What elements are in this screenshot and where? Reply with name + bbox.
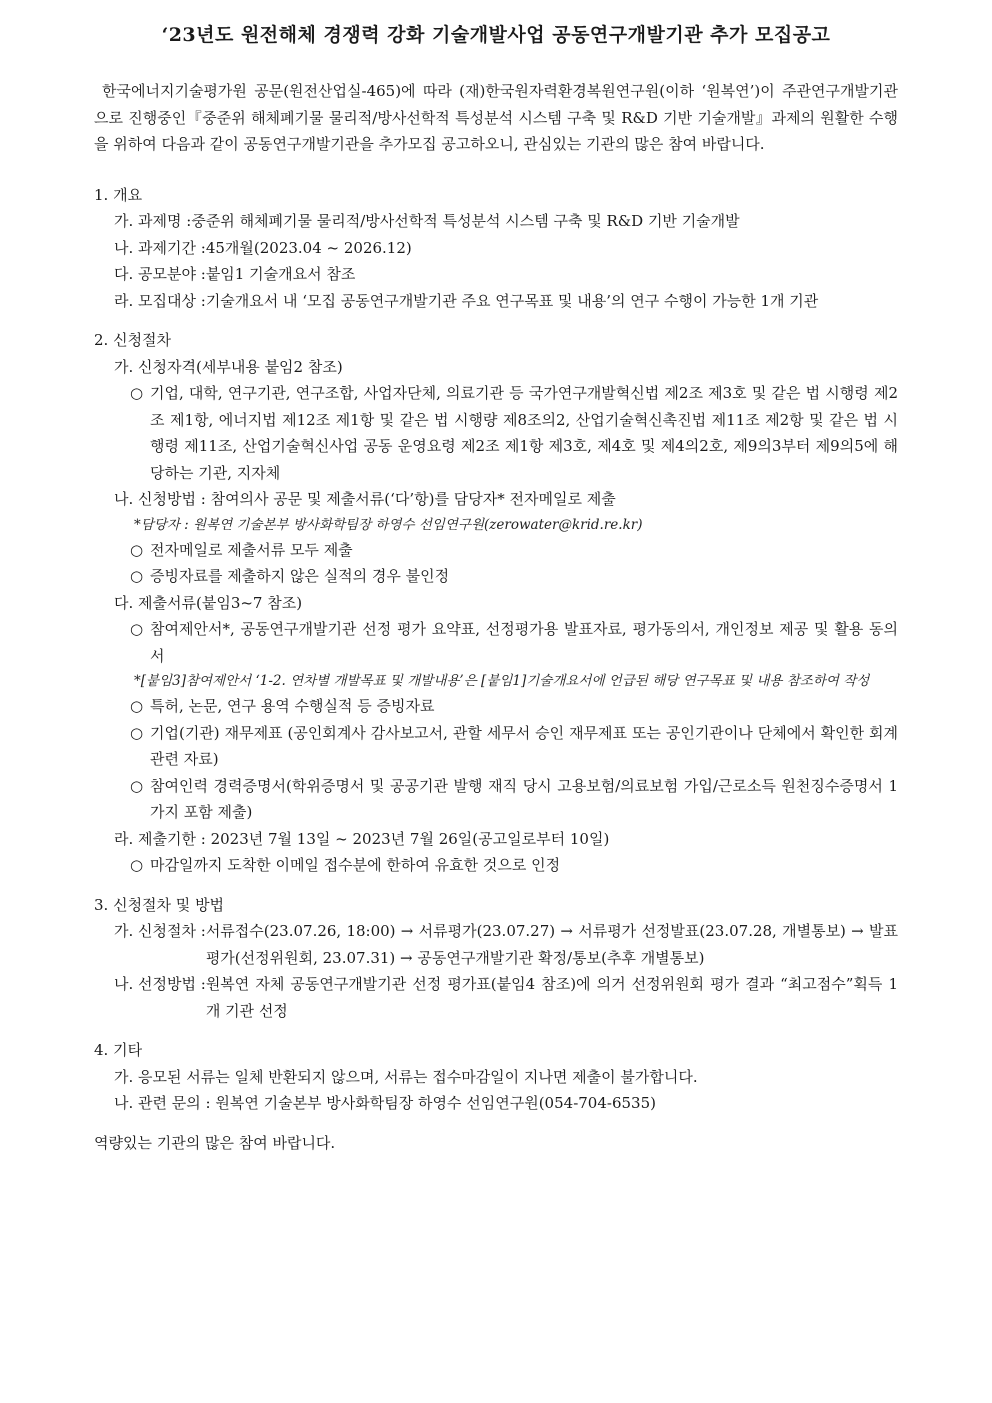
list-item: [94, 720, 898, 773]
intro-paragraph: [94, 78, 898, 158]
item-label: 가. 신청절차 :: [114, 922, 206, 940]
overview-field: [94, 261, 898, 288]
list-item: [94, 693, 898, 720]
bullet-icon: ○: [130, 723, 144, 742]
overview-target: [94, 288, 898, 315]
item-text: 원복연 자체 공동연구개발기관 선정 평가표(붙임4 참조)에 의거 선정위원회 평가 결과 “최고점수”획득 1개 기관 선정: [205, 975, 898, 1020]
bullet-icon: ○: [130, 384, 144, 402]
section-heading: 1. 개요: [94, 185, 143, 204]
list-item: [94, 616, 898, 669]
list-item: [94, 852, 898, 879]
list-item: [94, 380, 898, 486]
bullet-text: 전자메일로 제출서류 모두 제출: [150, 540, 353, 559]
proposal-note: *[붙임3]참여제안서 ‘1-2. 연차별 개발목표 및 개발내용’은 [붙임1]기술개요서에 언급된 해당 연구목표 및 내용 참조하여 작성: [134, 673, 870, 689]
overview-project-name: [94, 208, 898, 235]
item-label: 다. 공모분야 :: [114, 265, 206, 283]
list-item: [94, 773, 898, 826]
item-text: 붙임1 기술개요서 참조: [205, 265, 356, 283]
item-text: 45개월(2023.04 ~ 2026.12): [205, 238, 412, 257]
item-text: 중준위 해체폐기물 물리적/방사선학적 특성분석 시스템 구축 및 R&D 기반 기술개발: [191, 212, 740, 230]
section-procedure: [94, 892, 898, 1025]
contact-info: 나. 관련 문의 : 원복연 기술본부 방사화학팀장 하영수 선임연구원(054-704-6535): [114, 1094, 656, 1112]
list-item: [94, 563, 898, 590]
section-heading: 2. 신청절차: [94, 331, 172, 349]
bullet-icon: ○: [130, 567, 144, 585]
bullet-text: 기업, 대학, 연구기관, 연구조합, 사업자단체, 의료기관 등 국가연구개발혁신법 제2조 제3호 및 같은 법 시행령 제2조 제1항, 에너지법 제12조 제1항 및 같은 법 시행량 제8조의2, 산업기술혁신촉진법 제11조 제2항 및 같은 법 시행령 제11조, 산업기술혁신사업 공동 운영요령 제2조 제1항 제3호, 제4호 및 제4의2호, 제9의3부터 제9의5에 해당하는 기관, 지자체: [150, 384, 898, 482]
bullet-icon: ○: [130, 540, 144, 559]
bullet-text: 증빙자료를 제출하지 않은 실적의 경우 불인정: [150, 567, 450, 585]
eligibility-heading: 가. 신청자격(세부내용 붙임2 참조): [114, 357, 343, 376]
bullet-text: 마감일까지 도착한 이메일 접수분에 한하여 유효한 것으로 인정: [150, 856, 561, 874]
selection-method: [94, 971, 898, 1024]
bullet-icon: ○: [130, 856, 144, 874]
section-heading: 4. 기타: [94, 1041, 143, 1059]
deadline-heading: 라. 제출기한 : 2023년 7월 13일 ~ 2023년 7월 26일(공고일로부터 10일): [114, 829, 610, 848]
item-label: 라. 모집대상 :: [114, 291, 206, 310]
procedure-steps: [94, 918, 898, 971]
documents-heading: 다. 제출서류(붙임3~7 참조): [114, 593, 303, 612]
bullet-icon: ○: [130, 776, 144, 795]
bullet-text: 기업(기관) 재무제표 (공인회계사 감사보고서, 관할 세무서 승인 재무제표 또는 공인기관이나 단체에서 확인한 회계관련 자료): [150, 723, 898, 768]
section-overview: [94, 182, 898, 315]
item-label: 나. 과제기간 :: [114, 238, 206, 257]
item-text: 서류접수(23.07.26, 18:00) → 서류평가(23.07.27) → 서류평가 선정발표(23.07.28, 개별통보) → 발표평가(선정위원회, 23.07.31) → 공동연구개발기관 확정/통보(추후 개별통보): [205, 922, 898, 967]
method-heading: 나. 신청방법 : 참여의사 공문 및 제출서류(‘다’항)를 담당자* 전자메일로 제출: [114, 490, 616, 508]
bullet-icon: ○: [130, 620, 144, 638]
item-text: 기술개요서 내 ‘모집 공동연구개발기관 주요 연구목표 및 내용’의 연구 수행이 가능한 1개 기관: [205, 291, 819, 310]
bullet-text: 참여제안서*, 공동연구개발기관 선정 평가 요약표, 선정평가용 발표자료, 평가동의서, 개인정보 제공 및 활용 동의서: [150, 620, 898, 665]
page-title: ‘23년도 원전해체 경쟁력 강화 기술개발사업 공동연구개발기관 추가 모집공고: [161, 24, 831, 46]
section-etc: [94, 1037, 898, 1117]
contact-note: *담당자 : 원복연 기술본부 방사화학팀장 하영수 선임연구원(zerowater@krid.re.kr): [134, 516, 643, 533]
bullet-text: 특허, 논문, 연구 용역 수행실적 등 증빙자료: [150, 697, 435, 715]
intro-text: 한국에너지기술평가원 공문(원전산업실-465)에 따라 (재)한국원자력환경복원연구원(이하 ‘원복연’)이 주관연구개발기관으로 진행중인『중준위 해체폐기물 물리적/방사선학적 특성분석 시스템 구축 및 R&D 기반 기술개발』과제의 원활한 수행을 위하여 다음과 같이 공동연구개발기관을 추가모집 공고하오니, 관심있는 기관의 많은 참여 바랍니다.: [94, 82, 898, 153]
item-label: 나. 선정방법 :: [114, 975, 206, 993]
overview-project-period: [94, 235, 898, 262]
item-label: 가. 과제명 :: [114, 212, 192, 230]
return-policy: 가. 응모된 서류는 일체 반환되지 않으며, 서류는 접수마감일이 지나면 제출이 불가합니다.: [114, 1067, 698, 1086]
bullet-text: 참여인력 경력증명서(학위증명서 및 공공기관 발행 재직 당시 고용보험/의료보험 가입/근로소득 원천징수증명서 1가지 포함 제출): [150, 776, 898, 821]
closing-text: 역량있는 기관의 많은 참여 바랍니다.: [94, 1133, 336, 1152]
section-application: [94, 327, 898, 879]
list-item: [94, 537, 898, 564]
bullet-icon: ○: [130, 697, 144, 715]
section-heading: 3. 신청절차 및 방법: [94, 895, 225, 914]
